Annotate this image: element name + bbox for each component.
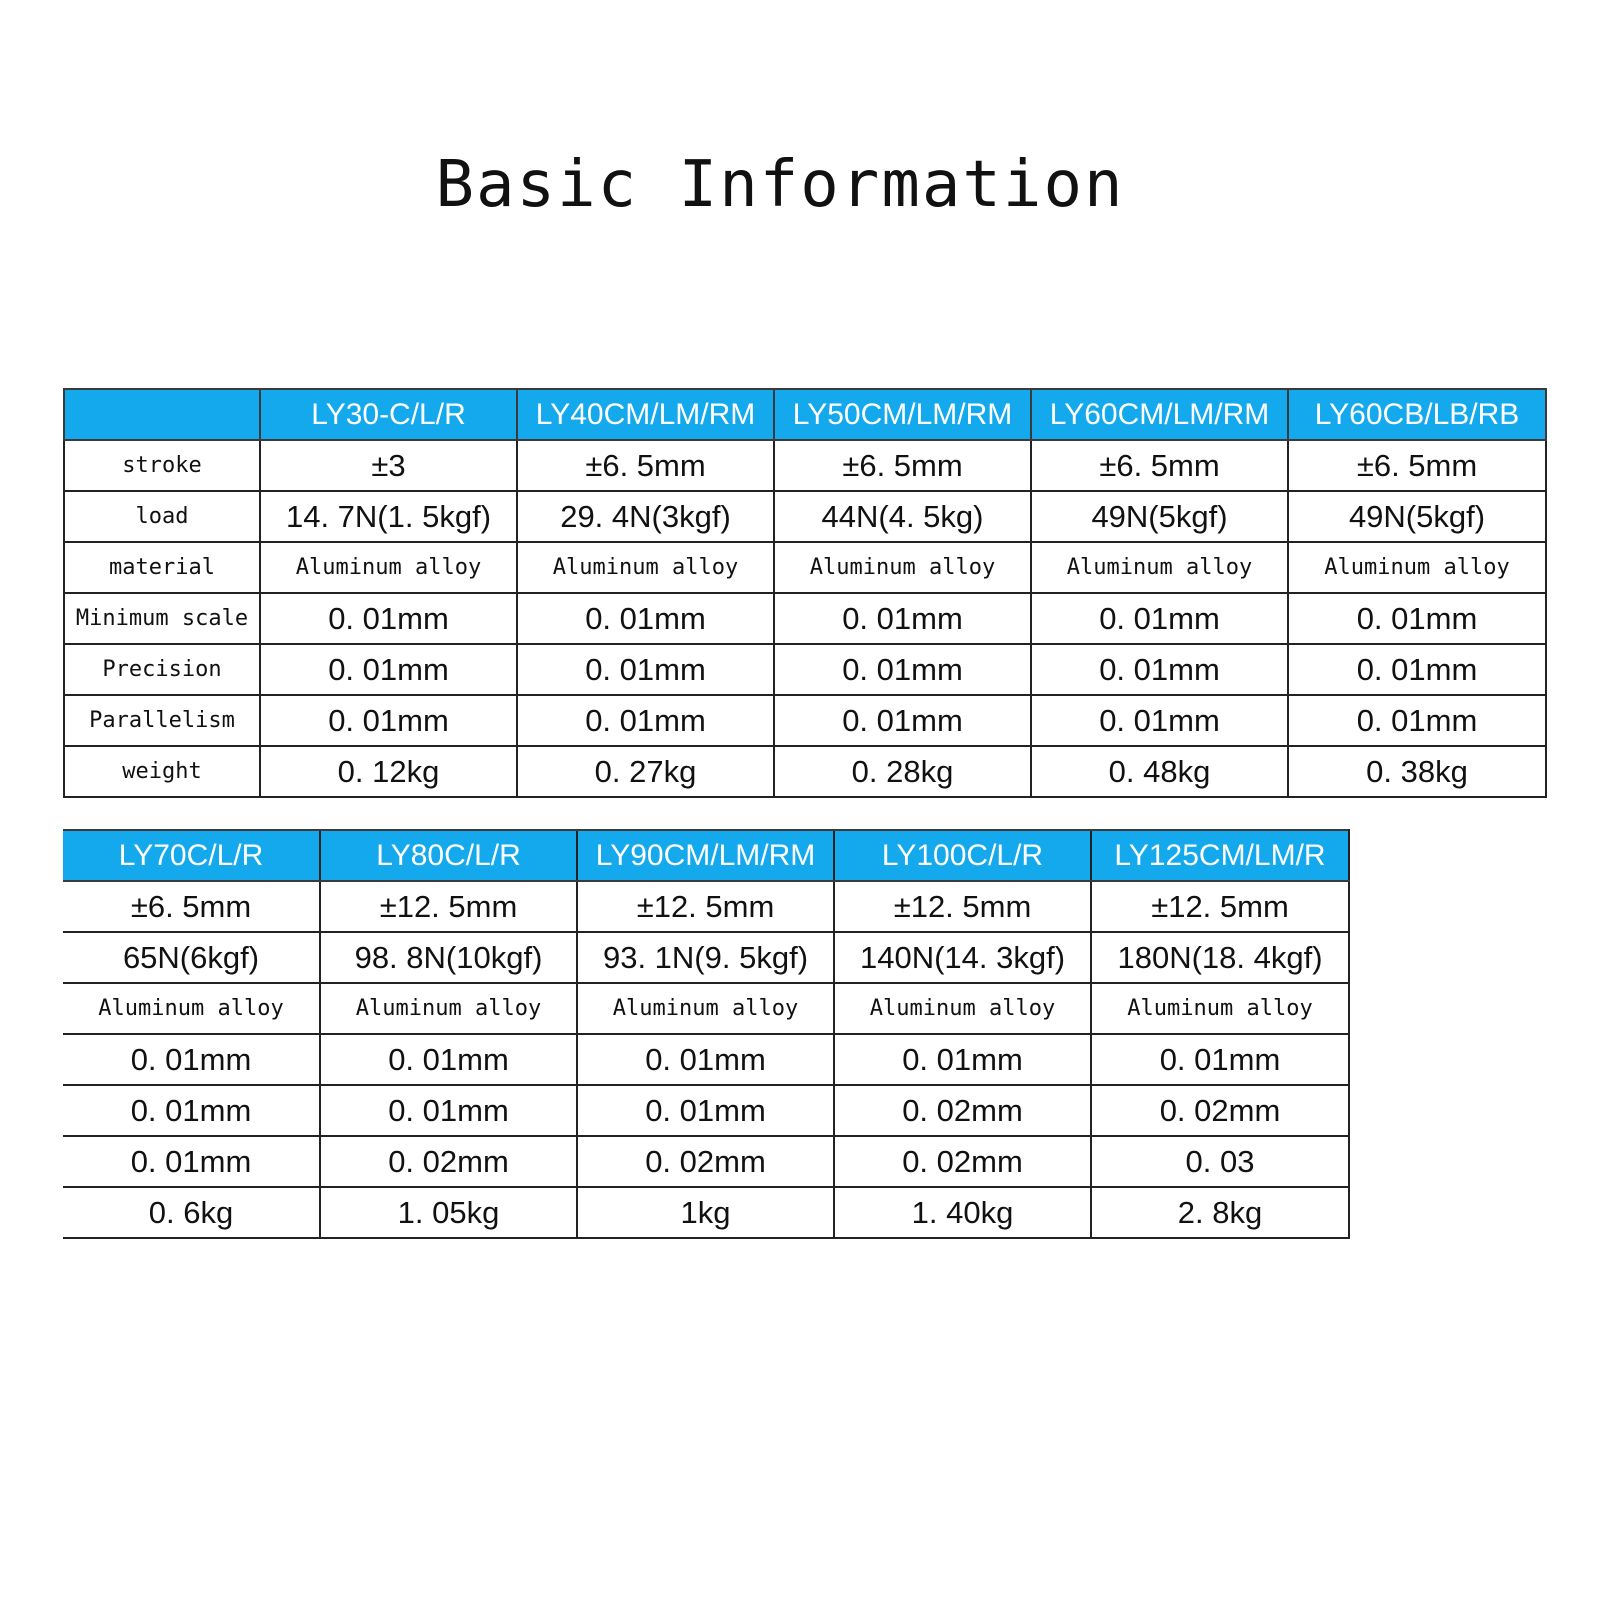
table-cell: ±6. 5mm xyxy=(63,881,320,932)
table-cell: 1. 05kg xyxy=(320,1187,577,1238)
table-cell: Aluminum alloy xyxy=(577,983,834,1034)
table-cell: 14. 7N(1. 5kgf) xyxy=(260,491,517,542)
table-cell: 0. 01mm xyxy=(1288,644,1546,695)
spec-table-top xyxy=(63,388,1547,798)
table-cell: ±6. 5mm xyxy=(774,440,1031,491)
row-label-load: load xyxy=(64,491,260,542)
table-cell: 0. 01mm xyxy=(774,695,1031,746)
table-cell: 0. 01mm xyxy=(63,1034,320,1085)
table-cell: 0. 03 xyxy=(1091,1136,1349,1187)
table-row xyxy=(63,1085,1349,1136)
table-cell: 0. 01mm xyxy=(260,695,517,746)
table-cell: Aluminum alloy xyxy=(1288,542,1546,593)
row-label-material: material xyxy=(64,542,260,593)
table-cell: ±12. 5mm xyxy=(577,881,834,932)
table-cell: 49N(5kgf) xyxy=(1031,491,1288,542)
row-label-parallelism: Parallelism xyxy=(64,695,260,746)
table-cell: 0. 02mm xyxy=(320,1136,577,1187)
table-row xyxy=(63,932,1349,983)
model-header: LY50CM/LM/RM xyxy=(774,389,1031,440)
table-cell: Aluminum alloy xyxy=(260,542,517,593)
model-header: LY90CM/LM/RM xyxy=(577,830,834,881)
table-cell: ±12. 5mm xyxy=(320,881,577,932)
table-cell: Aluminum alloy xyxy=(1031,542,1288,593)
table-cell: 0. 01mm xyxy=(63,1136,320,1187)
table-cell: 0. 01mm xyxy=(1288,695,1546,746)
table-cell: 0. 38kg xyxy=(1288,746,1546,797)
table-cell: 140N(14. 3kgf) xyxy=(834,932,1091,983)
table-row xyxy=(64,542,1546,593)
table-cell: 0. 01mm xyxy=(320,1034,577,1085)
table-cell: 0. 01mm xyxy=(1288,593,1546,644)
table-cell: ±6. 5mm xyxy=(1031,440,1288,491)
table-cell: Aluminum alloy xyxy=(1091,983,1349,1034)
row-label-stroke: stroke xyxy=(64,440,260,491)
table-cell: 29. 4N(3kgf) xyxy=(517,491,774,542)
table-row xyxy=(64,746,1546,797)
table-row xyxy=(64,440,1546,491)
table-row xyxy=(63,1187,1349,1238)
table-row xyxy=(63,983,1349,1034)
table-cell: Aluminum alloy xyxy=(774,542,1031,593)
model-header: LY60CB/LB/RB xyxy=(1288,389,1546,440)
table-cell: 0. 01mm xyxy=(577,1085,834,1136)
table-cell: ±6. 5mm xyxy=(1288,440,1546,491)
table-cell: 0. 27kg xyxy=(517,746,774,797)
table-cell: 0. 01mm xyxy=(260,593,517,644)
table-row xyxy=(63,881,1349,932)
table-cell: 0. 01mm xyxy=(260,644,517,695)
table-cell: 0. 01mm xyxy=(577,1034,834,1085)
table-cell: 0. 02mm xyxy=(577,1136,834,1187)
table-cell: 0. 02mm xyxy=(834,1085,1091,1136)
table-cell: 0. 01mm xyxy=(517,695,774,746)
table-cell: 49N(5kgf) xyxy=(1288,491,1546,542)
table-cell: ±6. 5mm xyxy=(517,440,774,491)
table-cell: 0. 01mm xyxy=(63,1085,320,1136)
table-cell: 0. 6kg xyxy=(63,1187,320,1238)
row-label-precision: Precision xyxy=(64,644,260,695)
table-cell: 0. 01mm xyxy=(774,593,1031,644)
table-cell: 0. 01mm xyxy=(517,644,774,695)
model-header: LY80C/L/R xyxy=(320,830,577,881)
table-header-row xyxy=(64,389,1546,440)
model-header: LY70C/L/R xyxy=(63,830,320,881)
table-header-row xyxy=(63,830,1349,881)
table-cell: 0. 02mm xyxy=(1091,1085,1349,1136)
row-label-minimum-scale: Minimum scale xyxy=(64,593,260,644)
model-header: LY30-C/L/R xyxy=(260,389,517,440)
header-corner-cell xyxy=(64,389,260,440)
table-cell: Aluminum alloy xyxy=(517,542,774,593)
table-cell: 0. 01mm xyxy=(517,593,774,644)
table-row xyxy=(64,491,1546,542)
table-row xyxy=(63,1034,1349,1085)
table-cell: 0. 28kg xyxy=(774,746,1031,797)
table-cell: ±12. 5mm xyxy=(1091,881,1349,932)
model-header: LY40CM/LM/RM xyxy=(517,389,774,440)
table-cell: 2. 8kg xyxy=(1091,1187,1349,1238)
table-cell: 180N(18. 4kgf) xyxy=(1091,932,1349,983)
table-cell: Aluminum alloy xyxy=(834,983,1091,1034)
table-cell: 44N(4. 5kg) xyxy=(774,491,1031,542)
table-row xyxy=(63,1136,1349,1187)
table-cell: 0. 01mm xyxy=(1091,1034,1349,1085)
table-cell: 0. 02mm xyxy=(834,1136,1091,1187)
table-cell: Aluminum alloy xyxy=(63,983,320,1034)
table-cell: 1kg xyxy=(577,1187,834,1238)
model-header: LY100C/L/R xyxy=(834,830,1091,881)
page-title: Basic Information xyxy=(435,148,1125,222)
table-cell: 0. 01mm xyxy=(320,1085,577,1136)
table-cell: 0. 01mm xyxy=(834,1034,1091,1085)
table-cell: 0. 12kg xyxy=(260,746,517,797)
table-row xyxy=(64,644,1546,695)
table-row xyxy=(64,593,1546,644)
table-row xyxy=(64,695,1546,746)
table-cell: 0. 48kg xyxy=(1031,746,1288,797)
model-header: LY125CM/LM/R xyxy=(1091,830,1349,881)
row-label-weight: weight xyxy=(64,746,260,797)
table-cell: 93. 1N(9. 5kgf) xyxy=(577,932,834,983)
table-cell: 0. 01mm xyxy=(1031,593,1288,644)
table-cell: 0. 01mm xyxy=(774,644,1031,695)
table-cell: Aluminum alloy xyxy=(320,983,577,1034)
model-header: LY60CM/LM/RM xyxy=(1031,389,1288,440)
table-cell: 65N(6kgf) xyxy=(63,932,320,983)
table-cell: ±3 xyxy=(260,440,517,491)
spec-table-bottom xyxy=(63,829,1350,1239)
table-cell: 1. 40kg xyxy=(834,1187,1091,1238)
table-cell: ±12. 5mm xyxy=(834,881,1091,932)
table-cell: 98. 8N(10kgf) xyxy=(320,932,577,983)
table-cell: 0. 01mm xyxy=(1031,695,1288,746)
table-cell: 0. 01mm xyxy=(1031,644,1288,695)
